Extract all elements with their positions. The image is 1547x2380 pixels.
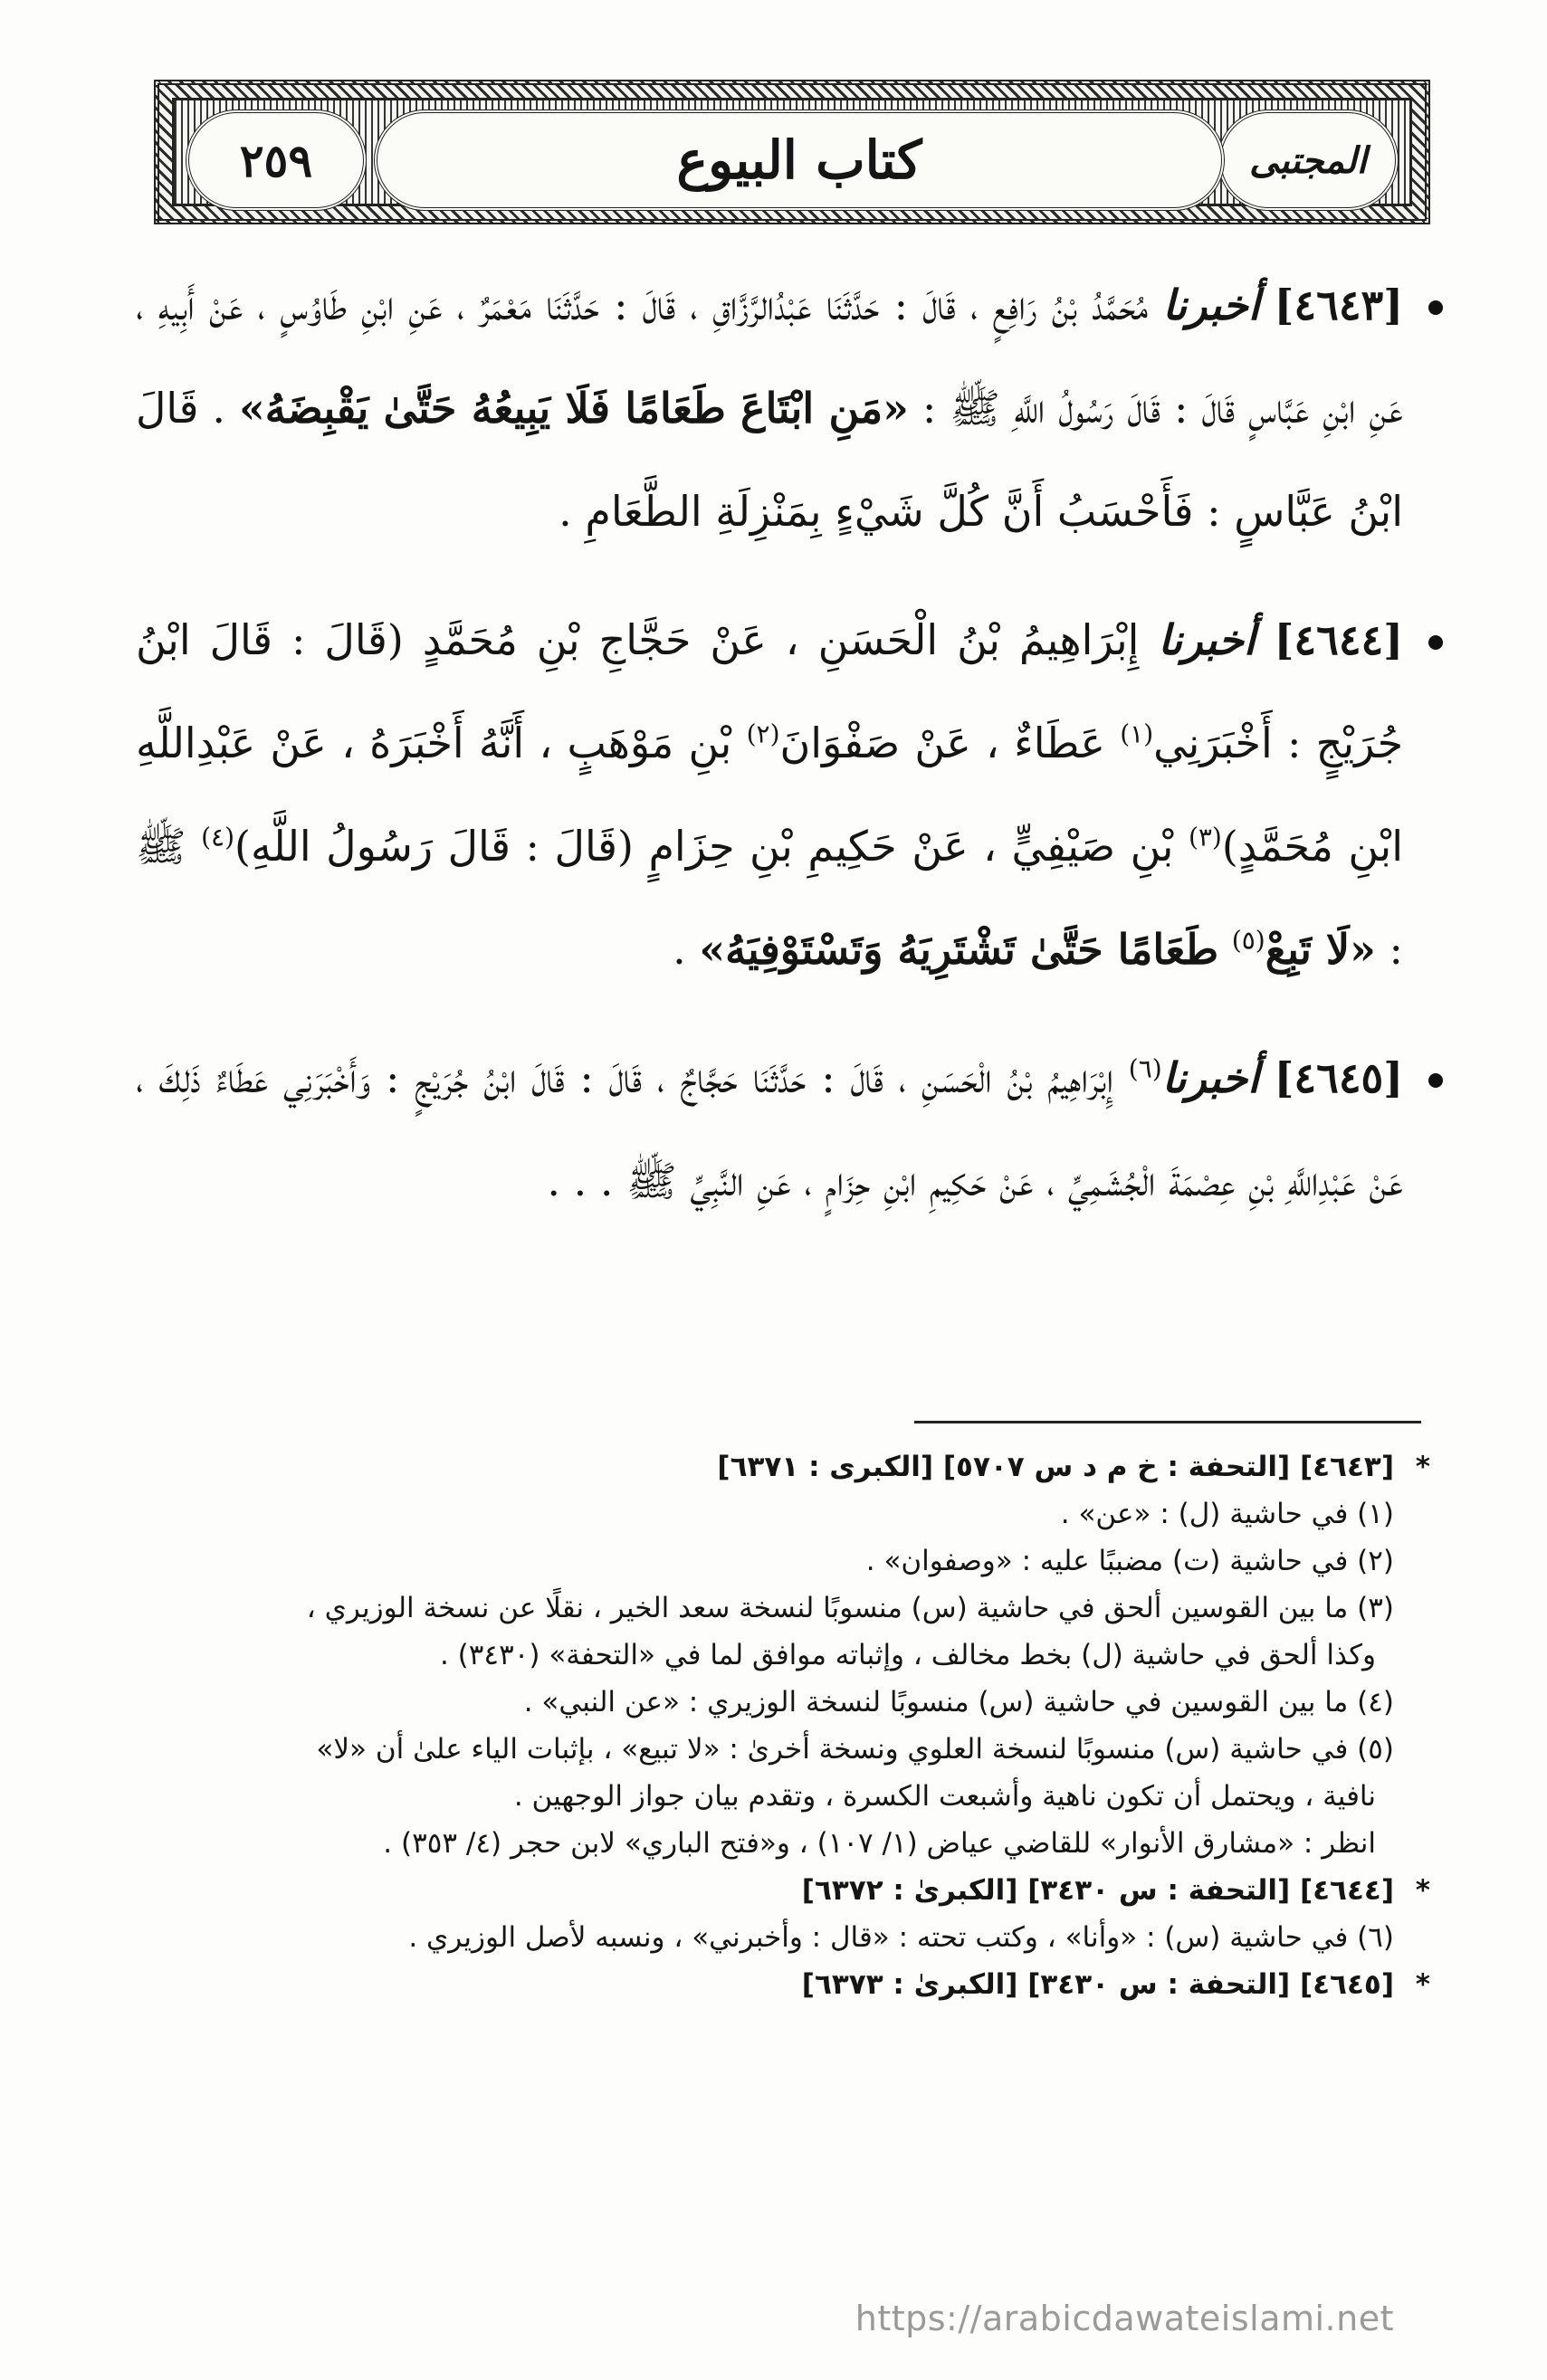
chapter-title-cartouche	[374, 109, 1225, 211]
footnote-ref: (٤)	[201, 822, 235, 852]
hadith-number: [٤٦٤٤]	[1274, 615, 1404, 664]
footnote-5: (٥) في حاشية (س) منسوبًا لنسخة العلوي ونسخة أخرىٰ : «لا تبيع» ، بإثبات الياء علىٰ أن «لا»	[316, 1733, 1394, 1766]
hadith-isnad: إِبْرَاهِيمُ بْنُ الْحَسَنِ ، عَنْ حَجَّاجِ بْنِ مُحَمَّدٍ (قَالَ : قَالَ ابْنُ جُرَيْجٍ : أَخْبَرَنِي	[136, 615, 1403, 767]
footnote-ref: (٣)	[1188, 822, 1222, 852]
bullet-marker	[1428, 635, 1443, 650]
page-number: ٢٥٩	[239, 133, 313, 187]
hadith-number: [٤٦٤٣]	[1274, 281, 1403, 329]
hadith-tail: .	[673, 925, 686, 974]
takhrij-4643	[136, 1443, 1430, 1490]
ornamental-header	[154, 80, 1430, 224]
hadith-number: [٤٦٤٥]	[1274, 1053, 1404, 1102]
hadith-4643	[136, 253, 1430, 563]
hadith-paragraph	[136, 588, 1430, 1001]
footnote-1: (١) في حاشية (ل) : «عن» .	[1060, 1498, 1394, 1530]
hadith-text-block	[136, 253, 1430, 1258]
footnote-5-ref: انظر : «مشارق الأنوار» للقاضي عياض (١/ ١٠٧) ، و«فتح الباري» لابن حجر (٤/ ٣٥٣) .	[383, 1827, 1376, 1860]
takhrij-4645	[136, 1961, 1430, 2008]
hadith-matn: «مَنِ ابْتَاعَ طَعَامًا فَلَا يَبِيعُهُ حَتَّىٰ يَقْبِضَهُ»	[239, 384, 909, 433]
footnote-3-cont: وكذا ألحق في حاشية (ل) بخط مخالف ، وإثباته موافق لما في «التحفة» (٣٤٣٠) .	[439, 1639, 1376, 1671]
hadith-4644	[136, 588, 1430, 1001]
chapter-title: كتاب البيوع	[676, 129, 922, 191]
footnote-4: (٤) ما بين القوسين في حاشية (س) منسوبًا لنسخة الوزيري : «عن النبي» .	[523, 1686, 1394, 1718]
footnote-3: (٣) ما بين القوسين ألحق في حاشية (س) منسوبًا لنسخة سعد الخير ، نقلًا عن نسخة الوزيري ،	[306, 1592, 1394, 1624]
hadith-isnad: ﷺ :	[136, 822, 1403, 974]
hadith-4645	[136, 1026, 1430, 1233]
hadith-matn: طَعَامًا حَتَّىٰ تَشْتَرِيَهُ وَتَسْتَوْفِيَهُ»	[699, 925, 1219, 974]
footnote-6: (٦) في حاشية (س) : «وأنا» ، وكتب تحته : «قال : وأخبرني» ، ونسبه لأصل الوزيري .	[408, 1921, 1394, 1954]
hadith-isnad: مُحَمَّدُ بْنُ رَافِعٍ ، قَالَ : حَدَّثَنَا عَبْدُالرَّزَّاقِ ، قَالَ : حَدَّثَنَا مَعْمَرٌ ، عَنِ ابْنِ طَاوُسٍ ، عَنْ أَبِيهِ ، عَنِ ابْنِ عَبَّاسٍ قَالَ : قَالَ رَسُولُ اللَّهِ ﷺ :	[136, 281, 1404, 433]
star-marker: *	[1415, 1968, 1430, 2001]
takhrij-4644	[136, 1867, 1430, 1914]
page-number-cartouche	[186, 109, 367, 211]
hadith-intro: أخبرنا	[1161, 1053, 1260, 1102]
star-marker: *	[1415, 1451, 1430, 1483]
hadith-isnad: إِبْرَاهِيمُ بْنُ الْحَسَنِ ، قَالَ : حَدَّثَنَا حَجَّاجٌ ، قَالَ : قَالَ ابْنُ جُرَيْجٍ : وَأَخْبَرَنِي عَطَاءٌ ذَلِكَ ، عَنْ عَبْدِاللَّهِ بْنِ عِصْمَةَ الْجُشَمِيِّ ، عَنْ حَكِيمِ ابْنِ حِزَامٍ ، عَنِ النَّبِيِّ ﷺ . . .	[136, 1053, 1403, 1205]
footnote-ref: (٦)	[1128, 1053, 1162, 1084]
hadith-isnad: بْنِ مَوْهَبٍ ، أَنَّهُ أَخْبَرَهُ ، عَنْ عَبْدِاللَّهِ ابْنِ مُحَمَّدٍ)	[136, 719, 1403, 871]
takhrij-text: [٤٦٤٥] [التحفة : س ٣٤٣٠] [الكبرىٰ : ٦٣٧٣]	[801, 1968, 1394, 2001]
takhrij-text: [٤٦٤٤] [التحفة : س ٣٤٣٠] [الكبرىٰ : ٦٣٧٢]	[801, 1874, 1394, 1907]
hadith-tail: . قَالَ ابْنُ عَبَّاسٍ : فَأَحْسَبُ أَنَّ كُلَّ شَيْءٍ بِمَنْزِلَةِ الطَّعَامِ .	[136, 384, 1403, 536]
hadith-matn: «لَا تَبِعْ	[1265, 925, 1376, 974]
footnotes-block	[136, 1443, 1430, 2008]
hadith-isnad: بْنِ صَيْفِيٍّ ، عَنْ حَكِيمِ بْنِ حِزَامٍ (قَالَ : قَالَ رَسُولُ اللَّهِ)	[234, 822, 1174, 871]
star-marker: *	[1415, 1874, 1430, 1907]
footnote-ref: (١)	[1120, 719, 1154, 749]
bullet-marker	[1428, 300, 1443, 315]
book-logo: المجتبى	[1249, 138, 1367, 182]
bullet-marker	[1428, 1073, 1443, 1088]
footnote-separator	[914, 1421, 1421, 1423]
header-pattern	[172, 98, 1412, 206]
footnote-ref: (٥)	[1231, 925, 1265, 956]
hadith-intro: أخبرنا	[1158, 615, 1256, 664]
hadith-isnad: عَطَاءٌ ، عَنْ صَفْوَانَ	[779, 719, 1105, 767]
hadith-paragraph	[136, 1026, 1430, 1233]
hadith-intro: أخبرنا	[1162, 281, 1260, 329]
takhrij-text: [٤٦٤٣] [التحفة : خ م د س ٥٧٠٧] [الكبرى : ٦٣٧١]	[717, 1451, 1394, 1483]
footnote-ref: (٢)	[746, 719, 780, 749]
site-watermark: https://arabicdawateislami.net	[855, 2299, 1394, 2338]
book-logo-cartouche	[1218, 109, 1399, 211]
footnote-5-cont: نافية ، ويحتمل أن تكون ناهية وأشبعت الكسرة ، وتقدم بيان جواز الوجهين .	[513, 1780, 1376, 1813]
footnote-2: (٢) في حاشية (ت) مضببًا عليه : «وصفوان» .	[865, 1545, 1394, 1577]
hadith-paragraph	[136, 253, 1430, 563]
